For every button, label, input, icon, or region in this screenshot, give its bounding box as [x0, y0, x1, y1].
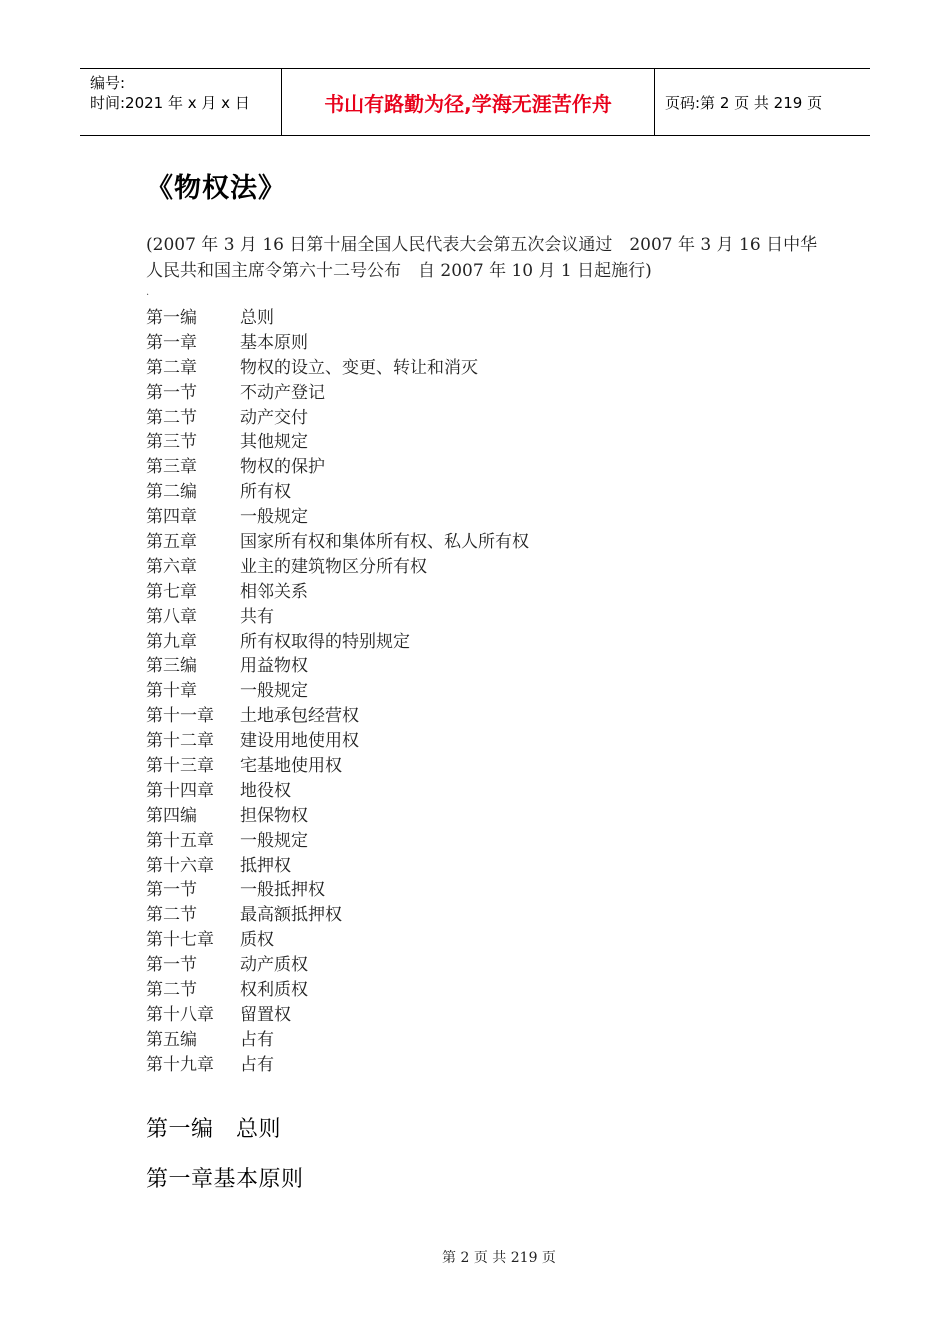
toc-entry-title: 担保物权 [240, 805, 308, 826]
toc-entry-number: 第二章 [146, 357, 197, 378]
toc-entry [146, 555, 529, 580]
toc-entry [146, 729, 529, 754]
toc-entry-title: 其他规定 [240, 432, 308, 453]
toc-entry-number: 第一编 [146, 308, 197, 328]
toc-entry-number: 第十六章 [146, 855, 214, 876]
toc-entry-title: 国家所有权和集体所有权、私人所有权 [240, 532, 529, 553]
toc-entry [146, 580, 529, 605]
toc-entry-title: 一般规定 [240, 681, 308, 702]
toc-entry-number: 第十五章 [146, 830, 214, 851]
document-header [80, 68, 870, 136]
toc-entry [146, 1053, 529, 1078]
enactment-note: (2007 年 3 月 16 日第十届全国人民代表大会第五次会议通过 2007 年 3 月 16 日中华人民共和国主席令第六十二号公布 自 2007 年 10 月 1 日起施行) [146, 235, 818, 281]
toc-entry-number: 第十章 [146, 681, 197, 702]
toc-entry-title: 抵押权 [240, 855, 291, 876]
stray-dot: . [146, 287, 150, 298]
header-meta-cell [80, 69, 282, 135]
toc-entry-title: 所有权取得的特别规定 [240, 631, 410, 652]
toc-entry [146, 804, 529, 829]
toc-entry-title: 共有 [240, 606, 274, 627]
toc-entry-number: 第十七章 [146, 930, 214, 951]
toc-entry [146, 978, 529, 1003]
toc-entry-number: 第一章 [146, 332, 197, 353]
toc-entry-title: 基本原则 [240, 332, 308, 353]
toc-entry-title: 一般规定 [240, 507, 308, 528]
toc-entry-title: 所有权 [240, 482, 291, 503]
toc-entry [146, 779, 529, 804]
toc-entry [146, 630, 529, 655]
toc-entry [146, 605, 529, 630]
toc-entry [146, 854, 529, 879]
toc-entry-number: 第五编 [146, 1029, 197, 1050]
toc-entry-number: 第二编 [146, 482, 197, 503]
toc-entry-title: 业主的建筑物区分所有权 [240, 556, 427, 577]
toc-entry-number: 第一节 [146, 382, 197, 403]
toc-entry-number: 第十二章 [146, 731, 214, 752]
toc-entry [146, 903, 529, 928]
toc-entry [146, 953, 529, 978]
toc-entry-title: 占有 [240, 1029, 274, 1050]
toc-entry-title: 动产交付 [240, 407, 308, 428]
toc-entry [146, 654, 529, 679]
toc-entry-number: 第一节 [146, 880, 197, 901]
toc-entry [146, 530, 529, 555]
toc-entry-number: 第一节 [146, 955, 197, 976]
section-heading: 第一编 总则 [146, 1117, 282, 1142]
toc-entry-number: 第十一章 [146, 706, 214, 727]
toc-entry [146, 1003, 529, 1028]
toc-entry-number: 第十四章 [146, 780, 214, 801]
toc-entry-number: 第三节 [146, 432, 197, 453]
toc-entry [146, 928, 529, 953]
header-page-info: 页码:第 2 页 共 219 页 [665, 93, 823, 112]
toc-entry [146, 480, 529, 505]
toc-entry [146, 331, 529, 356]
toc-entry [146, 356, 529, 381]
toc-entry-title: 物权的保护 [240, 457, 325, 478]
toc-entry [146, 754, 529, 779]
toc-entry-title: 用益物权 [240, 656, 308, 677]
toc-entry [146, 1028, 529, 1053]
toc-entry-title: 总则 [240, 308, 274, 328]
toc-entry-title: 权利质权 [240, 980, 308, 1001]
toc-entry [146, 455, 529, 480]
toc-entry-title: 留置权 [240, 1004, 291, 1025]
toc-entry-number: 第三章 [146, 457, 197, 478]
toc-entry-title: 动产质权 [240, 955, 308, 976]
toc-entry [146, 679, 529, 704]
toc-entry [146, 505, 529, 530]
toc-entry-number: 第七章 [146, 581, 197, 602]
toc-entry-number: 第十三章 [146, 756, 214, 777]
toc-entry [146, 306, 529, 331]
toc-entry-number: 第六章 [146, 556, 197, 577]
toc-entry-number: 第二节 [146, 980, 197, 1001]
toc-entry-title: 物权的设立、变更、转让和消灭 [240, 357, 478, 378]
toc-entry-title: 土地承包经营权 [240, 706, 359, 727]
toc-entry-number: 第二节 [146, 905, 197, 926]
toc-entry [146, 381, 529, 406]
toc-entry-title: 地役权 [240, 780, 291, 801]
toc-entry-number: 第十八章 [146, 1004, 214, 1025]
toc-entry [146, 704, 529, 729]
page-footer: 第 2 页 共 219 页 [442, 1250, 556, 1266]
toc-entry-number: 第二节 [146, 407, 197, 428]
toc-entry-title: 占有 [240, 1054, 274, 1075]
toc-entry-title: 最高额抵押权 [240, 905, 342, 926]
toc-entry-title: 一般抵押权 [240, 880, 325, 901]
table-of-contents [146, 306, 529, 1078]
document-number-label: 编号: [90, 74, 126, 92]
toc-entry-title: 不动产登记 [240, 382, 325, 403]
toc-entry-number: 第四章 [146, 507, 197, 528]
document-time-label: 时间:2021 年 x 月 x 日 [90, 94, 250, 112]
toc-entry-title: 建设用地使用权 [240, 731, 359, 752]
header-motto: 书山有路勤为径,学海无涯苦作舟 [282, 69, 655, 135]
toc-entry [146, 406, 529, 431]
document-title: 《物权法》 [146, 173, 286, 204]
toc-entry-number: 第四编 [146, 805, 197, 826]
toc-entry-title: 相邻关系 [240, 581, 308, 602]
toc-entry-title: 质权 [240, 930, 274, 951]
toc-entry-number: 第九章 [146, 631, 197, 652]
chapter-heading: 第一章基本原则 [146, 1167, 304, 1192]
toc-entry-title: 宅基地使用权 [240, 756, 342, 777]
toc-entry-number: 第十九章 [146, 1054, 214, 1075]
toc-entry-number: 第三编 [146, 656, 197, 677]
toc-entry-number: 第五章 [146, 532, 197, 553]
toc-entry [146, 430, 529, 455]
toc-entry [146, 878, 529, 903]
toc-entry [146, 829, 529, 854]
toc-entry-number: 第八章 [146, 606, 197, 627]
toc-entry-title: 一般规定 [240, 830, 308, 851]
